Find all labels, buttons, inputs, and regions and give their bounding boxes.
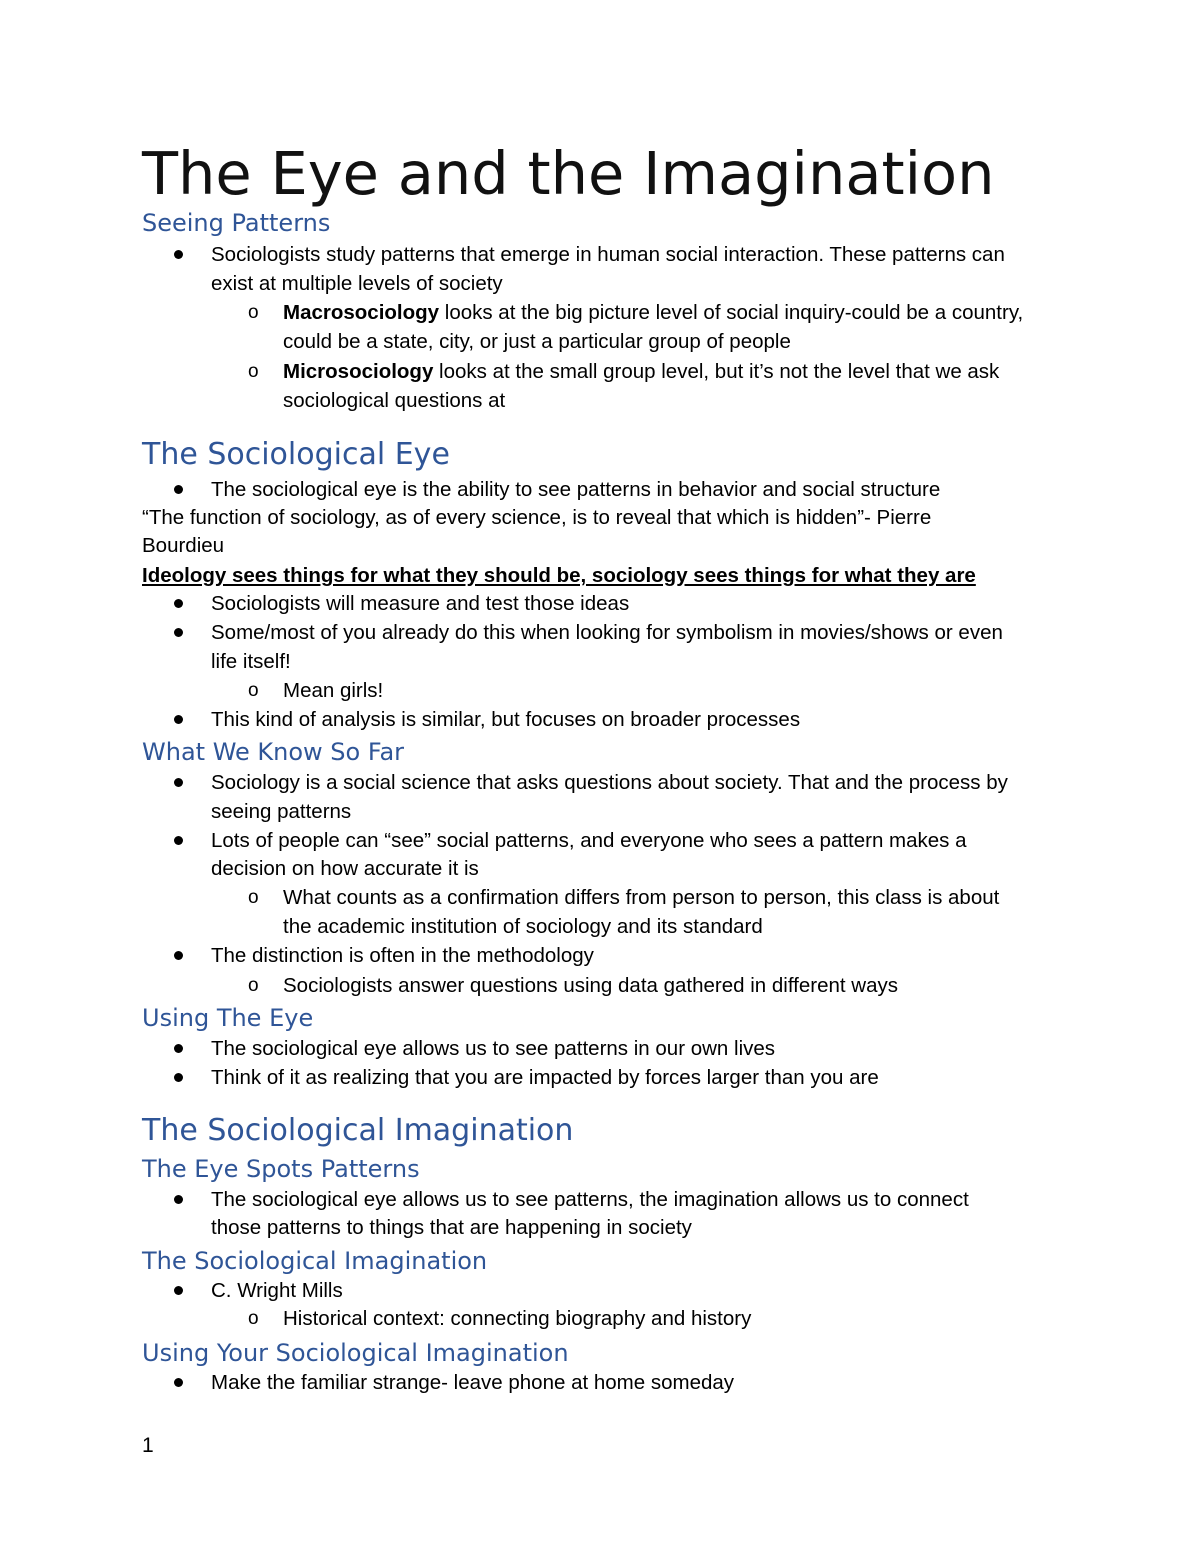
list-item-text: What counts as a confirmation differs from person to person, this class is about <box>283 886 1000 909</box>
circle-bullet-icon: o <box>248 887 259 908</box>
heading-sociological-imagination-sub: The Sociological Imagination <box>142 1247 488 1275</box>
term-microsociology: Microsociology <box>283 360 434 383</box>
bullet-icon <box>174 1286 183 1295</box>
bullet-icon <box>174 778 183 787</box>
heading-eye-spots-patterns: The Eye Spots Patterns <box>142 1155 420 1183</box>
list-item-text: those patterns to things that are happening in society <box>211 1216 692 1239</box>
heading-using-the-eye: Using The Eye <box>142 1004 314 1032</box>
list-item-text: Lots of people can “see” social patterns, and everyone who sees a pattern makes a <box>211 829 967 852</box>
document-title: The Eye and the Imagination <box>142 139 995 208</box>
circle-bullet-icon: o <box>248 302 259 323</box>
list-item-text: Some/most of you already do this when looking for symbolism in movies/shows or even <box>211 621 1003 644</box>
bullet-icon <box>174 1073 183 1082</box>
list-item-text: sociological questions at <box>283 389 506 412</box>
bullet-icon <box>174 1195 183 1204</box>
list-item-text: Historical context: connecting biography and history <box>283 1307 752 1330</box>
bullet-icon <box>174 599 183 608</box>
list-item-text-part: looks at the big picture level of social inquiry-could be a country, <box>439 301 1024 324</box>
quote-text: “The function of sociology, as of every science, is to reveal that which is hidden”- Pierre <box>142 506 932 529</box>
heading-seeing-patterns: Seeing Patterns <box>142 209 331 237</box>
circle-bullet-icon: o <box>248 680 259 701</box>
list-item-text: seeing patterns <box>211 800 352 823</box>
list-item-text: exist at multiple levels of society <box>211 272 503 295</box>
circle-bullet-icon: o <box>248 1308 259 1329</box>
list-item-text: The sociological eye allows us to see patterns, the imagination allows us to connect <box>211 1188 969 1211</box>
quote-text: Bourdieu <box>142 534 225 557</box>
bullet-icon <box>174 628 183 637</box>
circle-bullet-icon: o <box>248 975 259 996</box>
list-item-text: decision on how accurate it is <box>211 857 479 880</box>
list-item-text: Make the familiar strange- leave phone at home someday <box>211 1371 735 1394</box>
bullet-icon <box>174 715 183 724</box>
bullet-icon <box>174 1044 183 1053</box>
list-item-text: The sociological eye allows us to see patterns in our own lives <box>211 1037 776 1060</box>
heading-what-we-know: What We Know So Far <box>142 738 405 766</box>
list-item-text: Sociologists will measure and test those ideas <box>211 592 630 615</box>
bullet-icon <box>174 250 183 259</box>
list-item-text: The sociological eye is the ability to see patterns in behavior and social structure <box>211 478 941 501</box>
list-item-text: C. Wright Mills <box>211 1279 343 1302</box>
ideology-statement: Ideology sees things for what they should be, sociology sees things for what they are <box>142 564 976 587</box>
bullet-icon <box>174 485 183 494</box>
list-item-text: Mean girls! <box>283 679 384 702</box>
list-item-text: life itself! <box>211 650 291 673</box>
bullet-icon <box>174 951 183 960</box>
list-item-text: The distinction is often in the methodology <box>211 944 594 967</box>
heading-sociological-eye: The Sociological Eye <box>142 437 450 472</box>
list-item-text: Sociologists study patterns that emerge in human social interaction. These patterns can <box>211 243 1005 266</box>
list-item-text: Sociologists answer questions using data gathered in different ways <box>283 974 898 997</box>
list-item-text: the academic institution of sociology and its standard <box>283 915 763 938</box>
circle-bullet-icon: o <box>248 361 259 382</box>
heading-using-your-imagination: Using Your Sociological Imagination <box>142 1339 569 1367</box>
bullet-icon <box>174 836 183 845</box>
list-item-text: Sociology is a social science that asks questions about society. That and the process by <box>211 771 1008 794</box>
list-item-text: This kind of analysis is similar, but focuses on broader processes <box>211 708 801 731</box>
list-item-text <box>283 357 999 386</box>
page-number: 1 <box>142 1434 154 1457</box>
list-item-text: Think of it as realizing that you are impacted by forces larger than you are <box>211 1066 879 1089</box>
list-item-text-part: looks at the small group level, but it’s not the level that we ask <box>433 360 1000 383</box>
heading-sociological-imagination: The Sociological Imagination <box>142 1113 574 1148</box>
bullet-icon <box>174 1378 183 1387</box>
term-macrosociology: Macrosociology <box>283 301 440 324</box>
list-item-text: could be a state, city, or just a particular group of people <box>283 330 791 353</box>
list-item-text <box>283 298 1023 327</box>
